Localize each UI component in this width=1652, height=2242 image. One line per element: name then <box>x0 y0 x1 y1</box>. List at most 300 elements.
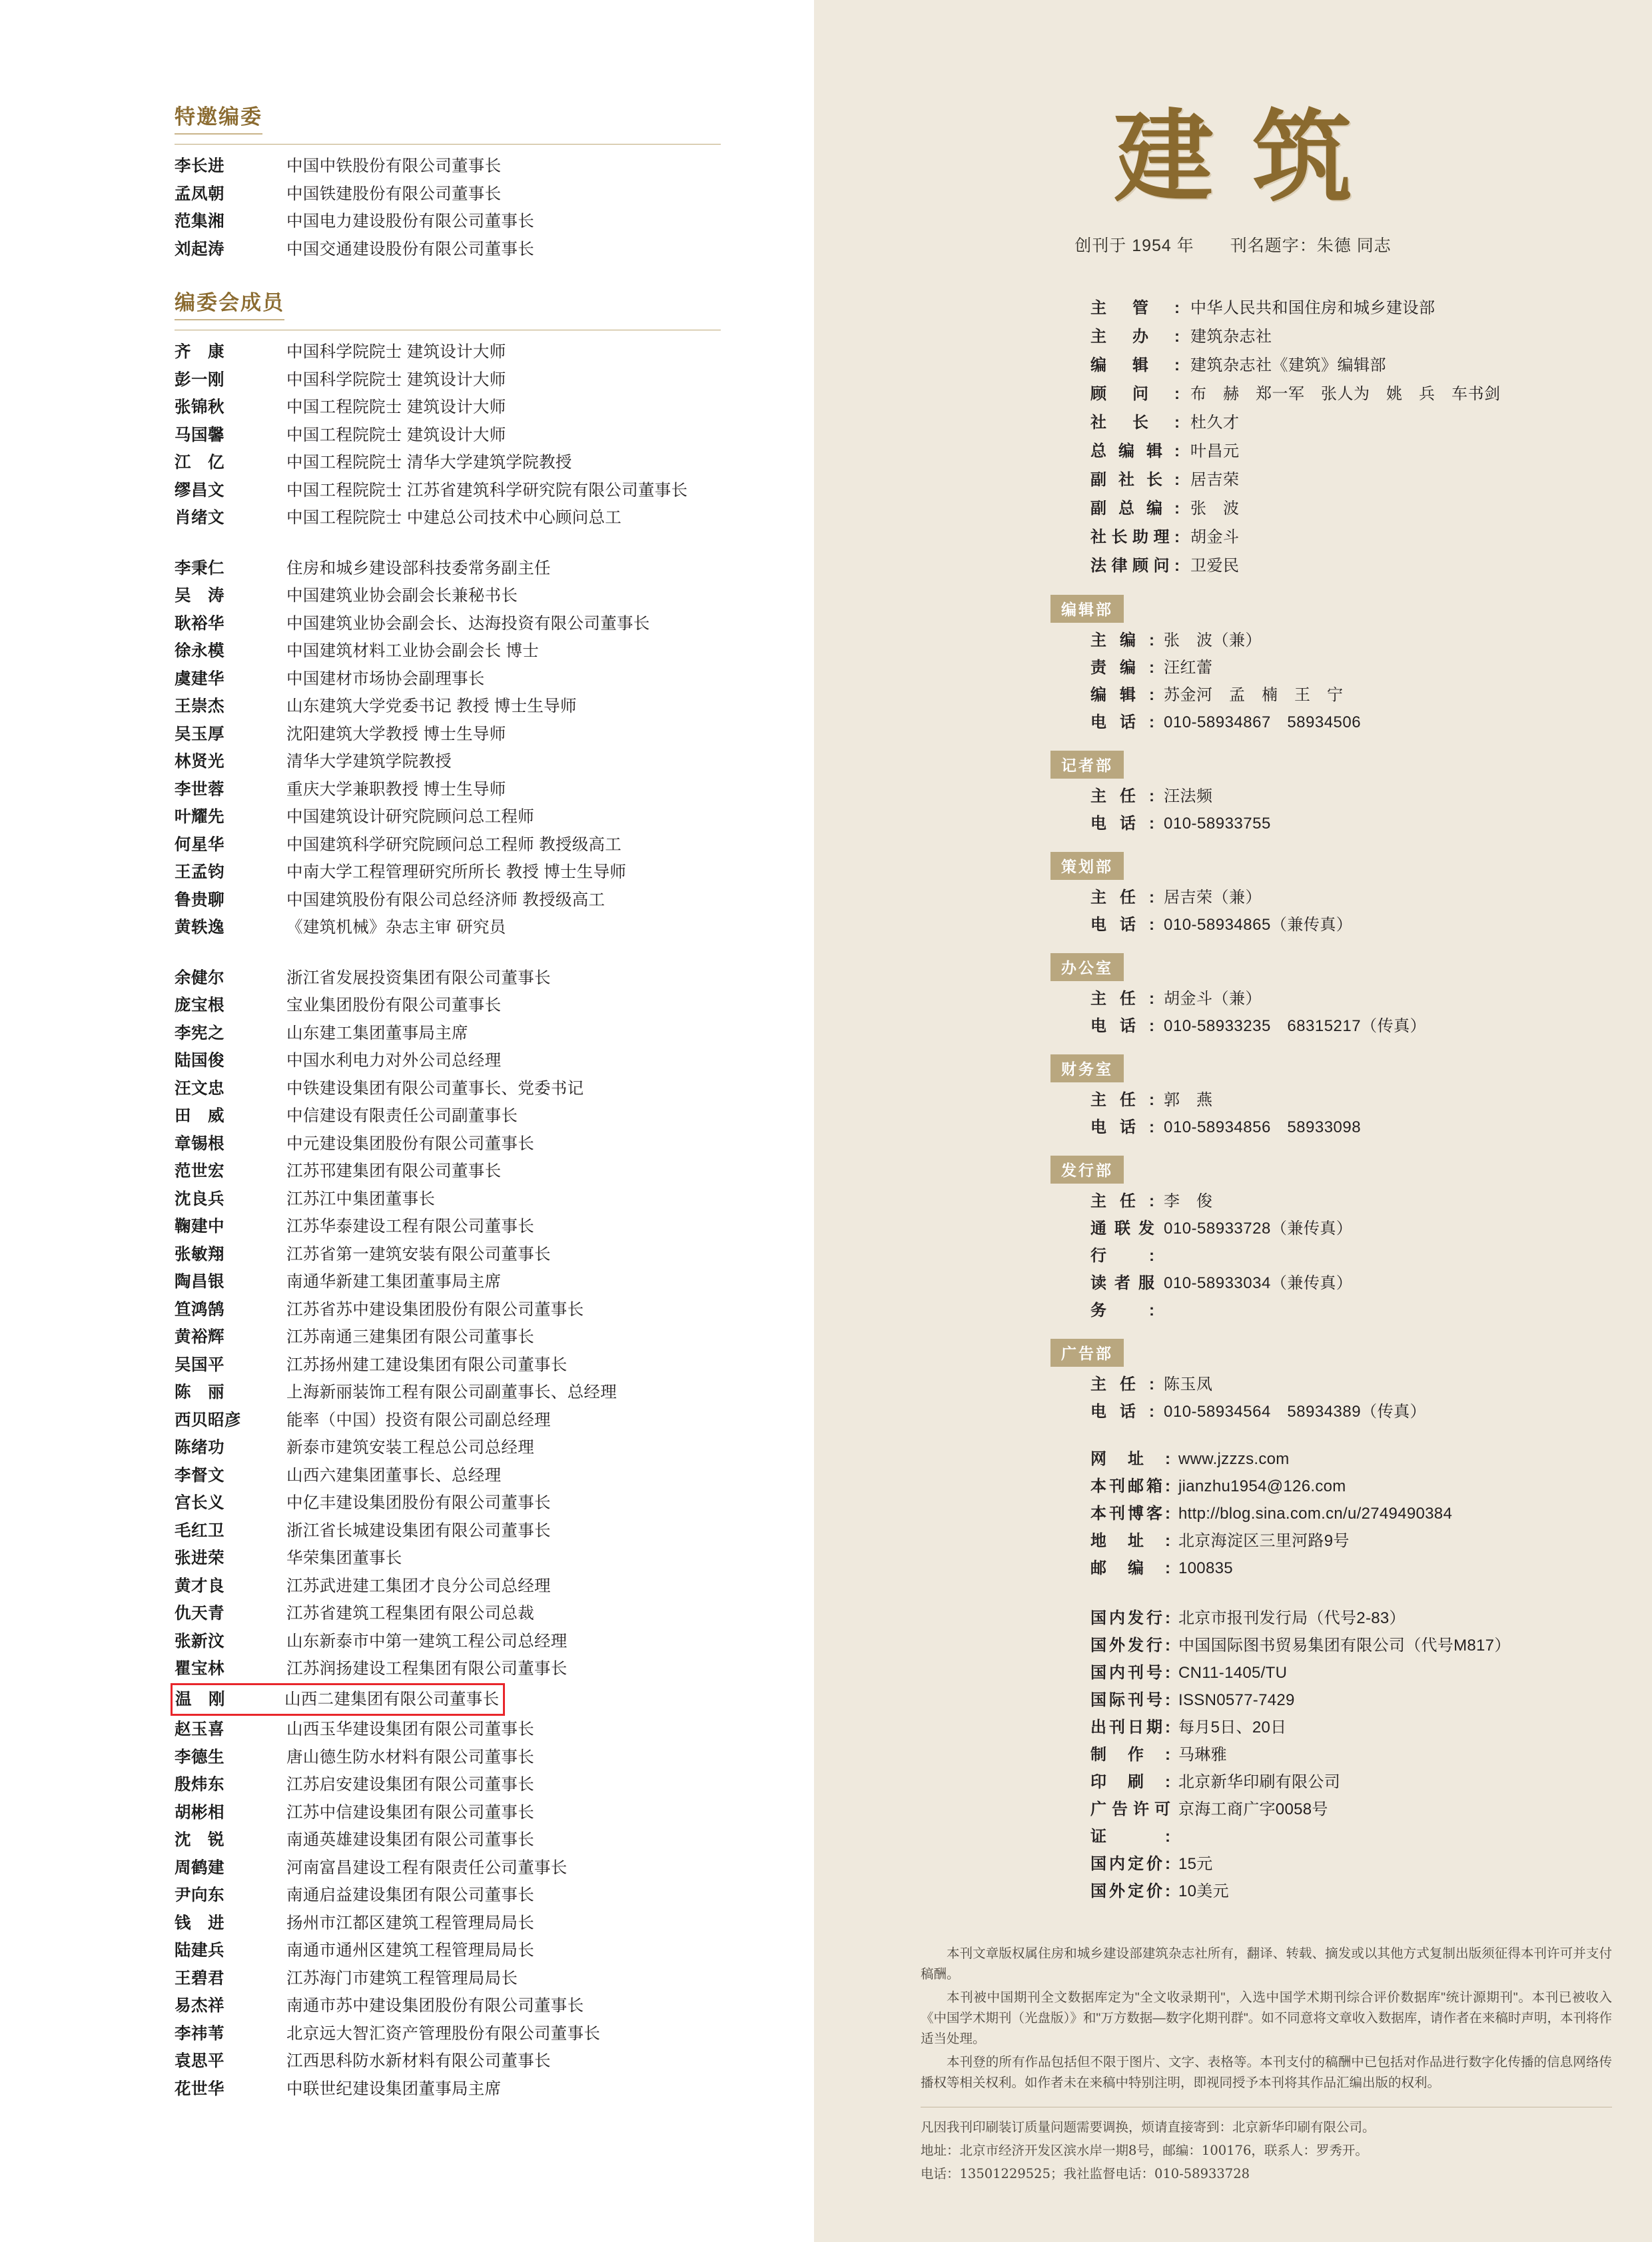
spacer <box>175 942 814 964</box>
board-member-row <box>175 1102 814 1130</box>
department-row <box>1090 985 1652 1012</box>
member-title: 重庆大学兼职教授 博士生导师 <box>286 780 506 799</box>
member-title: 新泰市建筑安装工程总公司总经理 <box>286 1439 534 1457</box>
member-title: 南通市苏中建设集团股份有限公司董事长 <box>286 1997 584 2015</box>
issue-label: 国外定价: <box>1090 1882 1170 1900</box>
department-row <box>1090 1114 1652 1141</box>
board-member-row <box>175 1130 814 1158</box>
board-member-row <box>175 181 814 208</box>
spacer <box>175 532 814 555</box>
issue-value: 15元 <box>1178 1854 1213 1873</box>
board-member-row <box>175 504 814 532</box>
member-title: 南通市通州区建筑工程管理局局长 <box>286 1942 534 1960</box>
department-rows <box>1090 884 1652 938</box>
issue-row <box>1090 1768 1652 1796</box>
member-title: 江苏海门市建筑工程管理局局长 <box>286 1969 518 1988</box>
fineprint-footer-line: 电话：13501229525；我社监督电话：010-58933728 <box>921 2165 1250 2181</box>
issue-value: 马琳雅 <box>1178 1745 1227 1764</box>
masthead-info-value: 中华人民共和国住房和城乡建设部 <box>1190 298 1436 317</box>
masthead-info-row <box>1090 380 1652 408</box>
member-name: 陈绪功 <box>175 1439 224 1457</box>
department-row-value: 李 俊 <box>1164 1192 1213 1210</box>
fineprint-paragraph: 本刊被中国期刊全文数据库定为"全文收录期刊"，入选中国学术期刊综合评价数据库"统计源期刊"。本刊已被收入《中国学术期刊（光盘版）》和"万方数据—数字化期刊群"。如不同意将文章收入数据库，请作者在来稿时声明，本刊将作适当处理。 <box>921 1990 1612 2046</box>
board-member-row <box>175 236 814 264</box>
department-rows <box>1090 1188 1652 1324</box>
member-name: 王崇杰 <box>175 697 224 715</box>
issue-label: 制作: <box>1090 1745 1170 1764</box>
member-name: 章锡根 <box>175 1134 224 1153</box>
contact-label: 本刊博客: <box>1090 1504 1170 1523</box>
member-name: 黄才良 <box>175 1577 224 1595</box>
member-name: 周鹤建 <box>175 1858 224 1877</box>
department-title: 发行部 <box>1050 1156 1124 1184</box>
masthead-info-value: 建筑杂志社《建筑》编辑部 <box>1190 356 1386 374</box>
department-row-label: 电话: <box>1090 1118 1154 1136</box>
member-name: 陈 丽 <box>175 1383 224 1401</box>
member-name: 张敏翔 <box>175 1245 224 1264</box>
member-name: 王碧君 <box>175 1969 224 1988</box>
masthead-info-label: 顾问: <box>1090 384 1180 403</box>
member-title: 中国建材市场协会副理事长 <box>286 669 485 688</box>
issue-row <box>1090 1659 1652 1686</box>
issue-label: 广告许可证: <box>1090 1800 1170 1846</box>
section-heading-invited: 特邀编委 <box>175 100 262 135</box>
department-row-value: 010-58934865（兼传真） <box>1164 915 1353 934</box>
member-title: 浙江省长城建设集团有限公司董事长 <box>286 1521 551 1540</box>
member-title: 上海新丽装饰工程有限公司副董事长、总经理 <box>286 1383 617 1401</box>
member-name: 李世蓉 <box>175 780 224 799</box>
department-row <box>1090 709 1652 736</box>
member-title: 江苏省建筑工程集团有限公司总裁 <box>286 1605 534 1623</box>
section-board-members <box>175 286 814 2103</box>
board-member-row <box>175 1462 814 1490</box>
board-member-row <box>175 665 814 693</box>
heading-rule <box>175 144 721 145</box>
member-name: 易杰祥 <box>175 1997 224 2015</box>
member-name: 鲁贵聊 <box>175 891 224 909</box>
member-name: 余健尔 <box>175 968 224 987</box>
member-title: 江苏省第一建筑安装有限公司董事长 <box>286 1245 551 1264</box>
member-name: 孟凤朝 <box>175 185 224 203</box>
department-row-value: 010-58933755 <box>1164 814 1271 833</box>
masthead-info-value: 胡金斗 <box>1190 528 1240 546</box>
board-member-row <box>175 1489 814 1517</box>
issue-value: ISSN0577-7429 <box>1178 1690 1295 1709</box>
department-row <box>1090 884 1652 911</box>
member-name: 何星华 <box>175 835 224 854</box>
member-title: 山西玉华建设集团有限公司董事长 <box>286 1720 534 1738</box>
fineprint-paragraph: 本刊文章版权属住房和城乡建设部建筑杂志社所有，翻译、转载、摘发或以其他方式复制出版须征得本刊许可并支付稿酬。 <box>921 1946 1612 1982</box>
department-title: 编辑部 <box>1050 595 1124 623</box>
contact-value[interactable]: jianzhu1954@126.com <box>1178 1477 1346 1495</box>
board-member-row <box>175 1213 814 1241</box>
board-member-row <box>175 964 814 992</box>
masthead-info-row <box>1090 294 1652 322</box>
masthead-info-value: 建筑杂志社 <box>1190 327 1272 346</box>
member-name: 黄轶逸 <box>175 919 224 936</box>
contact-label: 网址: <box>1090 1449 1170 1468</box>
board-member-group <box>175 338 814 532</box>
department-row-label: 主任: <box>1090 787 1154 805</box>
board-member-group <box>175 964 814 2103</box>
board-member-row <box>175 776 814 804</box>
member-name: 毛红卫 <box>175 1521 224 1540</box>
board-member-row <box>175 1020 814 1048</box>
department-row-value: 居吉荣（兼） <box>1164 888 1262 907</box>
fineprint-footer-line: 凡因我刊印刷装订质量问题需要调换，烦请直接寄到：北京新华印刷有限公司。 <box>921 2119 1376 2135</box>
contact-label: 本刊邮箱: <box>1090 1477 1170 1495</box>
issue-row <box>1090 1741 1652 1768</box>
board-member-row <box>175 992 814 1020</box>
issue-row <box>1090 1796 1652 1850</box>
department-row-label: 读者服务: <box>1090 1274 1154 1319</box>
department-block <box>814 953 1652 1040</box>
department-row <box>1090 1270 1652 1324</box>
board-member-row <box>175 1407 814 1435</box>
masthead-info-row <box>1090 322 1652 351</box>
member-name: 刘起涛 <box>175 240 224 258</box>
board-member-row <box>175 1075 814 1103</box>
masthead-info-row <box>1090 552 1652 580</box>
board-member-group <box>175 555 814 942</box>
board-member-row <box>175 1545 814 1573</box>
invited-editors-list <box>175 153 814 263</box>
board-member-row <box>175 1047 814 1075</box>
member-name: 虞建华 <box>175 669 224 688</box>
member-title: 江苏华泰建设工程有限公司董事长 <box>286 1218 534 1236</box>
member-title: 江苏武进建工集团才良分公司总经理 <box>286 1577 551 1595</box>
department-row <box>1090 654 1652 681</box>
member-title: 能率（中国）投资有限公司副总经理 <box>286 1411 551 1429</box>
issue-row <box>1090 1632 1652 1659</box>
masthead-info-value: 布 赫 郑一军 张人为 姚 兵 车书剑 <box>1190 384 1501 403</box>
member-name: 林贤光 <box>175 753 224 771</box>
board-member-row <box>175 1910 814 1938</box>
board-member-row <box>175 1186 814 1214</box>
department-row-label: 责编: <box>1090 658 1154 677</box>
member-title: 山西二建集团有限公司董事长 <box>284 1690 500 1708</box>
board-member-row <box>175 1628 814 1656</box>
masthead-info-list <box>814 294 1652 580</box>
board-member-row <box>175 153 814 181</box>
department-row-label: 主任: <box>1090 1192 1154 1210</box>
board-member-row <box>175 1517 814 1545</box>
member-title: 河南富昌建设工程有限责任公司董事长 <box>286 1858 568 1877</box>
department-row-label: 电话: <box>1090 1402 1154 1421</box>
member-title: 宝业集团股份有限公司董事长 <box>286 996 502 1014</box>
board-member-row <box>175 721 814 749</box>
member-title: 南通英雄建设集团有限公司董事长 <box>286 1831 534 1849</box>
member-title: 中联世纪建设集团董事局主席 <box>286 2079 502 2098</box>
masthead-info-label: 法律顾问: <box>1090 556 1180 575</box>
member-title: 山东新泰市中第一建筑工程公司总经理 <box>286 1632 568 1651</box>
board-member-row <box>175 208 814 236</box>
member-title: 中元建设集团股份有限公司董事长 <box>286 1134 534 1153</box>
board-member-row <box>175 1600 814 1628</box>
member-name: 袁思平 <box>175 2052 224 2070</box>
member-title: 江苏邗建集团有限公司董事长 <box>286 1162 502 1180</box>
member-name: 笪鸿鹄 <box>175 1300 224 1319</box>
department-row-value: 010-58934564 58934389（传真） <box>1164 1402 1427 1421</box>
masthead-info-row <box>1090 408 1652 437</box>
member-title: 沈阳建筑大学教授 博士生导师 <box>286 725 506 743</box>
contact-label: 地址: <box>1090 1531 1170 1550</box>
member-name: 鞠建中 <box>175 1218 224 1236</box>
member-title: 中国中铁股份有限公司董事长 <box>286 157 502 175</box>
masthead-info-label: 副社长: <box>1090 470 1180 489</box>
department-row-value: 苏金河 孟 楠 王 宁 <box>1164 685 1344 704</box>
member-title: 中国建筑业协会副会长、达海投资有限公司董事长 <box>286 614 650 633</box>
department-title: 办公室 <box>1050 953 1124 981</box>
fineprint-footer-line: 地址：北京市经济开发区滨水岸一期8号，邮编：100176，联系人：罗秀开。 <box>921 2142 1368 2158</box>
member-title: 中国水利电力对外公司总经理 <box>286 1052 502 1070</box>
board-member-row <box>175 1434 814 1462</box>
board-member-row <box>175 2075 814 2103</box>
department-row-value: 010-58933034（兼传真） <box>1164 1274 1353 1292</box>
board-member-row <box>175 422 814 450</box>
contact-row <box>1090 1445 1652 1473</box>
member-name: 尹向东 <box>175 1886 224 1904</box>
member-name: 张新汶 <box>175 1632 224 1651</box>
board-member-row <box>175 1965 814 1993</box>
department-row-value: 010-58933728（兼传真） <box>1164 1219 1353 1238</box>
issue-value: 每月5日、20日 <box>1178 1718 1287 1736</box>
member-title: 山东建工集团董事局主席 <box>286 1024 468 1042</box>
department-row-value: 郭 燕 <box>1164 1090 1213 1109</box>
board-member-row <box>175 1937 814 1965</box>
masthead-info-label: 主办: <box>1090 327 1180 346</box>
member-title: 浙江省发展投资集团有限公司董事长 <box>286 968 551 987</box>
department-row-label: 电话: <box>1090 713 1154 731</box>
member-title: 江苏中信建设集团有限公司董事长 <box>286 1803 534 1822</box>
member-name: 李督文 <box>175 1466 224 1485</box>
member-title: 中国电力建设股份有限公司董事长 <box>286 212 534 230</box>
masthead-info-value: 居吉荣 <box>1190 470 1240 489</box>
member-title: 华荣集团董事长 <box>286 1549 402 1567</box>
board-member-row <box>175 338 814 366</box>
issue-row <box>1090 1605 1652 1632</box>
department-row-label: 主任: <box>1090 989 1154 1008</box>
masthead-info-label: 社长: <box>1090 413 1180 432</box>
contact-value[interactable]: http://blog.sina.com.cn/u/2749490384 <box>1178 1504 1453 1523</box>
member-name: 李祎苇 <box>175 2024 224 2043</box>
board-member-row <box>175 1351 814 1379</box>
member-name: 吴玉厚 <box>175 725 224 743</box>
issue-label: 印刷: <box>1090 1772 1170 1791</box>
member-name: 钱 进 <box>175 1914 224 1932</box>
department-rows <box>1090 627 1652 736</box>
department-rows <box>1090 985 1652 1040</box>
member-name: 耿裕华 <box>175 614 224 633</box>
department-row <box>1090 783 1652 810</box>
issue-value: 北京市报刊发行局（代号2-83） <box>1178 1609 1406 1627</box>
member-name: 叶耀先 <box>175 808 224 826</box>
member-name: 李秉仁 <box>175 559 224 577</box>
contact-row <box>1090 1555 1652 1582</box>
section-heading-board: 编委会成员 <box>175 286 284 320</box>
board-member-row <box>175 914 814 942</box>
board-member-row <box>175 693 814 721</box>
contact-value: 100835 <box>1178 1559 1233 1577</box>
member-title: 中国铁建股份有限公司董事长 <box>286 185 502 203</box>
department-rows <box>1090 1086 1652 1141</box>
issue-label: 国内定价: <box>1090 1854 1170 1873</box>
department-row <box>1090 681 1652 709</box>
member-title: 江苏南通三建集团有限公司董事长 <box>286 1328 534 1346</box>
member-name: 汪文忠 <box>175 1079 224 1098</box>
member-name: 庞宝根 <box>175 996 224 1014</box>
member-name: 马国馨 <box>175 426 224 444</box>
department-rows <box>1090 1371 1652 1425</box>
member-title: 扬州市江都区建筑工程管理局局长 <box>286 1914 534 1932</box>
member-title: 中国科学院院士 建筑设计大师 <box>286 370 506 389</box>
issue-row <box>1090 1878 1652 1905</box>
department-row-label: 电话: <box>1090 915 1154 934</box>
member-title: 《建筑机械》杂志主审 研究员 <box>286 919 506 936</box>
masthead-info-label: 主管: <box>1090 298 1180 317</box>
department-row-label: 编辑: <box>1090 685 1154 704</box>
issue-value: CN11-1405/TU <box>1178 1663 1288 1682</box>
fineprint-paragraph: 本刊登的所有作品包括但不限于图片、文字、表格等。本刊支付的稿酬中已包括对作品进行数字化传播的信息网络传播权等相关权利。如作者未在来稿中特别注明，即视同授予本刊将其作品汇编出版的权利。 <box>921 2054 1612 2090</box>
masthead-info-label: 总编辑: <box>1090 442 1180 460</box>
department-row <box>1090 627 1652 654</box>
member-title: 唐山德生防水材料有限公司董事长 <box>286 1748 534 1766</box>
board-member-row <box>175 831 814 859</box>
member-name: 李长进 <box>175 157 224 175</box>
member-name: 黄裕辉 <box>175 1328 224 1346</box>
masthead-info-value: 杜久才 <box>1190 413 1240 432</box>
member-name: 吴国平 <box>175 1355 224 1374</box>
board-member-row <box>175 2020 814 2048</box>
member-name: 温 刚 <box>175 1690 225 1708</box>
board-member-row-highlighted <box>171 1683 505 1716</box>
issue-row <box>1090 1850 1652 1878</box>
board-member-row <box>175 887 814 915</box>
member-name: 李宪之 <box>175 1024 224 1042</box>
department-block <box>814 852 1652 938</box>
member-title: 中铁建设集团有限公司董事长、党委书记 <box>286 1079 584 1098</box>
member-title: 北京远大智汇资产管理股份有限公司董事长 <box>286 2024 601 2043</box>
board-member-row <box>175 803 814 831</box>
member-name: 张锦秋 <box>175 398 224 416</box>
department-title: 广告部 <box>1050 1339 1124 1367</box>
member-name: 花世华 <box>175 2079 224 2098</box>
board-members-list <box>175 338 814 2103</box>
member-title: 江苏江中集团董事长 <box>286 1190 436 1208</box>
issue-label: 国外发行: <box>1090 1636 1170 1655</box>
founded-year: 创刊于 1954 年 <box>1074 236 1194 255</box>
member-name: 范世宏 <box>175 1162 224 1180</box>
title-calligrapher: 刊名题字：朱德 同志 <box>1230 236 1392 255</box>
department-row-label: 电话: <box>1090 1016 1154 1035</box>
contact-label: 邮编: <box>1090 1559 1170 1577</box>
department-row-value: 胡金斗（兼） <box>1164 989 1262 1008</box>
member-title: 住房和城乡建设部科技委常务副主任 <box>286 559 551 577</box>
member-name: 徐永模 <box>175 642 224 660</box>
board-member-row <box>175 555 814 583</box>
member-name: 瞿宝林 <box>175 1660 224 1678</box>
department-title: 记者部 <box>1050 751 1124 779</box>
masthead-info-row <box>1090 351 1652 380</box>
member-name: 陆建兵 <box>175 1942 224 1960</box>
department-row-value: 陈玉凤 <box>1164 1375 1213 1393</box>
member-name: 张进荣 <box>175 1549 224 1567</box>
board-member-row <box>175 1854 814 1882</box>
board-member-row <box>175 1655 814 1683</box>
masthead-info-row <box>1090 437 1652 466</box>
issue-value: 中国国际图书贸易集团有限公司（代号M817） <box>1178 1636 1511 1655</box>
board-member-row <box>175 1716 814 1744</box>
masthead-info-label: 社长助理: <box>1090 528 1180 546</box>
member-title: 江西思科防水新材料有限公司董事长 <box>286 2052 551 2070</box>
member-name: 沈良兵 <box>175 1190 224 1208</box>
department-block <box>814 1156 1652 1324</box>
member-name: 肖绪文 <box>175 509 224 527</box>
issue-label: 国际刊号: <box>1090 1690 1170 1709</box>
member-title: 中国工程院院士 江苏省建筑科学研究院有限公司董事长 <box>286 481 688 500</box>
editorial-board-column <box>0 0 814 2242</box>
issue-label: 出刊日期: <box>1090 1718 1170 1736</box>
contact-value[interactable]: www.jzzzs.com <box>1178 1449 1290 1468</box>
member-name: 李德生 <box>175 1748 224 1766</box>
spacer <box>175 263 814 286</box>
department-row-label: 主任: <box>1090 888 1154 907</box>
member-name: 陆国俊 <box>175 1052 224 1070</box>
department-block <box>814 751 1652 837</box>
board-member-row <box>175 748 814 776</box>
issue-label: 国内刊号: <box>1090 1663 1170 1682</box>
masthead-column <box>814 0 1652 2242</box>
issue-row <box>1090 1714 1652 1741</box>
department-title: 财务室 <box>1050 1054 1124 1082</box>
masthead-header <box>814 0 1652 256</box>
member-name: 赵玉喜 <box>175 1720 224 1738</box>
department-row <box>1090 1215 1652 1270</box>
board-member-row <box>175 1799 814 1827</box>
board-member-row <box>175 449 814 477</box>
department-title: 策划部 <box>1050 852 1124 880</box>
board-member-row <box>175 477 814 505</box>
board-member-row <box>175 394 814 422</box>
board-member-row <box>175 1323 814 1351</box>
department-row-value: 010-58934867 58934506 <box>1164 713 1362 731</box>
member-name: 仇天青 <box>175 1605 224 1623</box>
department-row <box>1090 1398 1652 1425</box>
copyright-fineprint <box>921 1944 1612 2184</box>
board-member-row <box>175 1158 814 1186</box>
member-name: 范集湘 <box>175 212 224 230</box>
department-row-label: 通联发行: <box>1090 1219 1154 1265</box>
member-title: 山东建筑大学党委书记 教授 博士生导师 <box>286 697 577 715</box>
issue-label: 国内发行: <box>1090 1609 1170 1627</box>
masthead-info-value: 叶昌元 <box>1190 442 1240 460</box>
board-member-row <box>175 1992 814 2020</box>
department-rows <box>1090 783 1652 837</box>
department-row-value: 010-58933235 68315217（传真） <box>1164 1016 1427 1035</box>
masthead-info-label: 副总编: <box>1090 499 1180 518</box>
member-name: 西贝昭彦 <box>175 1411 241 1429</box>
member-title: 中国交通建设股份有限公司董事长 <box>286 240 534 258</box>
department-block <box>814 1054 1652 1141</box>
department-row-value: 汪法频 <box>1164 787 1213 805</box>
board-member-row <box>175 610 814 638</box>
board-member-row <box>175 1826 814 1854</box>
board-member-row <box>175 1771 814 1799</box>
masthead-info-row <box>1090 523 1652 552</box>
board-member-row <box>175 366 814 394</box>
member-name: 宫长义 <box>175 1494 224 1512</box>
member-title: 南通启益建设集团有限公司董事长 <box>286 1886 534 1904</box>
